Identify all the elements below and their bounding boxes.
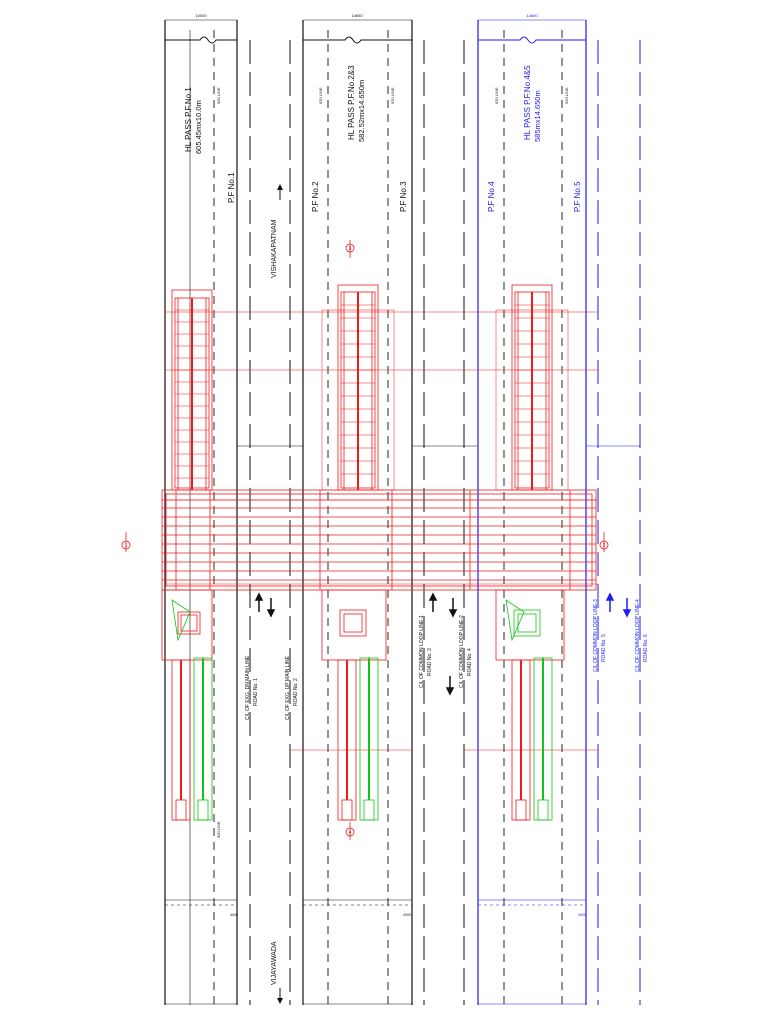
platform-2-3 <box>303 20 412 1005</box>
platform-4-5-end-dim: 4000 <box>578 913 586 917</box>
track-4-label: C/L OF COMMON LOOP LINE-2 <box>459 615 465 688</box>
lift-block-pf2-3 <box>322 590 386 820</box>
grid-marker-2 <box>600 532 608 552</box>
track-5-label: C/L OF COMMON LOOP LINE-3 <box>593 599 599 672</box>
platform-1-edge-bottom: 900 LINE <box>216 821 221 838</box>
track-1-road: ROAD No. 1 <box>253 678 259 706</box>
platform-4-5-size: 585mx14.650m <box>533 90 542 142</box>
platform-2-3-width-dim: 14650 <box>351 13 363 18</box>
platform-4-label: P.F No.4 <box>487 181 496 212</box>
svg-text:1: 1 <box>124 543 128 549</box>
grid-marker-1 <box>122 532 130 552</box>
track-4-road: ROAD No. 4 <box>467 648 473 676</box>
platform-2-3-title: HL PASS P.F.No.2&3 <box>347 65 356 140</box>
fob-staircase-pf1 <box>172 290 212 490</box>
grid-marker-3 <box>346 240 354 258</box>
platform-1-size: 605.45mx10.0m <box>194 100 203 154</box>
platform-2-label: P.F No.2 <box>311 181 320 212</box>
direction-top: VISHAKAPATNAM <box>271 219 278 278</box>
platform-4-5-edge-bottom: 920 LINE <box>564 87 569 104</box>
svg-text:4: 4 <box>348 830 352 836</box>
track-5-road: ROAD No. 5 <box>601 634 607 662</box>
grid-marker-4 <box>346 822 354 840</box>
lift-block-pf1 <box>162 590 212 820</box>
fob-staircase-pf2-3 <box>322 285 394 490</box>
platform-1-title: HL PASS P.F.No.1 <box>184 87 193 152</box>
platform-2-3-edge-bottom: 920 LINE <box>390 87 395 104</box>
platform-3-label: P.F No.3 <box>399 181 408 212</box>
track-2-road: ROAD No. 2 <box>293 678 299 706</box>
fob-staircase-pf4-5 <box>496 285 568 490</box>
track-6-label: C/L OF COMMON LOOP LINE-4 <box>635 599 641 672</box>
platform-2-3-end-dim: 4000 <box>403 913 411 917</box>
platform-1-width-dim: 10000 <box>195 13 207 18</box>
platform-2-3-size: 582.52mx14.650m <box>357 79 366 142</box>
platform-2-3-edge-top: 920 LINE <box>318 87 323 104</box>
escalator-pf2-3 <box>360 658 378 820</box>
track-1-label: C/L OF EXG. DN MAIN LINE <box>245 655 251 720</box>
edge-hatching <box>162 500 596 580</box>
track-3-label: C/L OF COMMON LOOP LINE-1 <box>419 615 425 688</box>
platform-5-label: P.F No.5 <box>573 181 582 212</box>
track-2-label: C/L OF EXG. UP MAIN LINE <box>285 656 291 720</box>
direction-bottom: VIJAYAWADA <box>271 941 278 985</box>
svg-text:3: 3 <box>348 246 352 252</box>
platform-1-end-dim: 4000 <box>230 913 238 917</box>
platform-1-pf-label: P.F No.1 <box>227 172 236 203</box>
platform-4-5-width-dim: 14650 <box>526 13 538 18</box>
escalator-pf4-5 <box>506 600 552 820</box>
red-dimension-lines <box>165 312 598 750</box>
platform-4-5-title: HL PASS P.F.No.4&5 <box>523 65 532 140</box>
lift-block-pf4-5 <box>496 590 564 820</box>
svg-text:2: 2 <box>602 543 606 549</box>
platform-4-5-edge-top: 920 LINE <box>494 87 499 104</box>
track-3-road: ROAD No. 3 <box>427 648 433 676</box>
platform-1-edge-top: 900 LINE <box>216 87 221 104</box>
fob-deck <box>162 490 596 590</box>
track-6-road: ROAD No. 6 <box>643 634 649 662</box>
